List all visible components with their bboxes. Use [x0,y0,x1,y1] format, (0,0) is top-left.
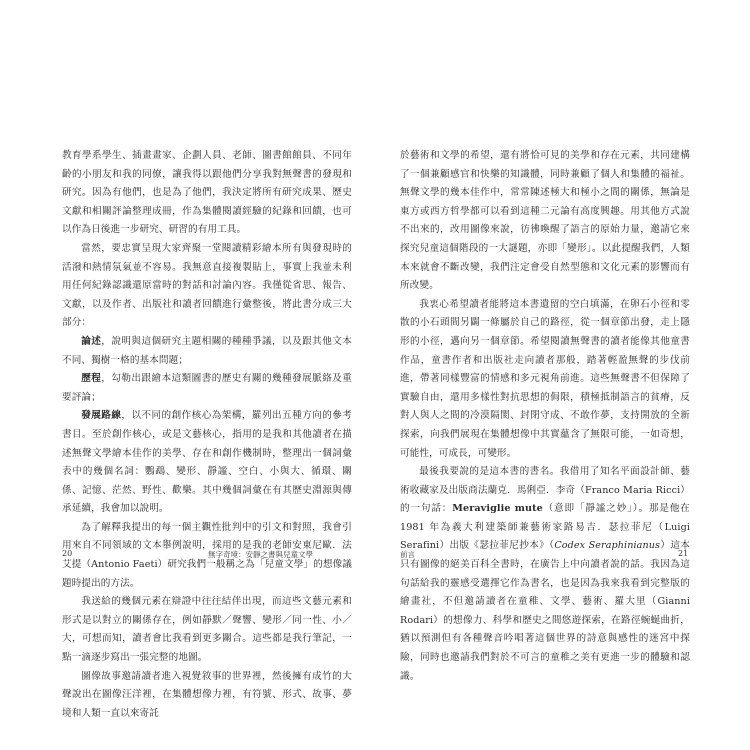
part-1-text: ，說明與這個研究主題相關的種種爭議，以及跟其他文本不同、獨樹一格的基本問題； [62,335,353,366]
part-2-lead: 歷程 [81,373,102,385]
part-3-lead: 發展路線 [81,410,122,422]
left-running-title: 無字奇境：安靜之書與兒童文學 [208,550,313,559]
left-para-4: 為了解釋我提出的每一個主觀性批判中的引文和對照，我會引用來自不同領域的文本舉例說明，採用的是我的老師安東尼歐．法艾提（Antonio Faeti）研究我們一般稱之為「兒童文學」的想像議題時提出的方法。 [62,521,352,589]
para-3-italic: Codex Seraphinianus [554,540,661,552]
left-para-1: 教育學系學生、插畫畫家、企劃人員、老師、圖書館館員、不同年齡的小朋友和我的同僚，讓我得以跟他們分享我對無聲書的發現和研究。因為有他們，也是為了他們，我決定將所有研究成果、歷史文獻和相關評論整理成冊，作為集體閱讀經驗的紀錄和回饋，也可以作為日後進一步研究、研習的有用工具。 [62,150,352,236]
para-3-mid: （意即「靜謐之妙」）。那是他在 1981 年為義大利建築師兼藝術家路易吉．瑟拉菲尼（Luigi Serafini）出版《瑟拉菲尼抄本》（ [400,503,690,552]
left-para-5: 我送給的幾個元素在辯證中往往結伴出現，而這些文藝元素和形式是以對立的關係存在，例如靜默／聲響、變形／同一性、小／大，可想而知，讀者會比我看到更多關合。這些都是我行筆記，一點一滴逐步寫出一張完整的地圖。 [62,596,352,664]
left-part-3 [62,407,352,519]
para-3-pre: 最後我要說的是這本書的書名。我借用了知名平面設計師、藝術收藏家及出版商法蘭克．馬俐亞．李奇（Franco Maria Ricci）的一句話： [400,466,690,515]
left-page-number: 20 [62,549,73,558]
left-para-6: 圖像故事邀請讀者進入視覺敘事的世界裡，然後擁有成竹的大聲說出在圖像汪洋裡，在集體想像力裡，有符號、形式、故事、夢境和人類一直以來寄託 [62,670,352,719]
part-3-text: ，以不同的創作核心為架構，羅列出五種方向的參考書目。至於創作核心，或是文藝核心，指用的是我和其他讀者在描述無聲文學繪本佳作的美學、存在和創作機制時，整理出一個詞彙表中的幾個名詞：鸚鵡、變形、靜謐、空白、小與大、循環、關係、記憶、茫然、野性、歡樂。其中幾個詞彙在有其歷史淵源與傳承延續，我會加以說明。 [62,410,352,515]
right-running-title: 前言 [400,550,415,559]
left-para-2: 當然，要忠實呈現大家齊聚一堂閱讀精彩繪本所有與發現時的活潑和熱情氛氣並不容易。我無意直接複製貼上，事實上我並未利用任何紀錄認識還原當時的對話和討論內容。我僅從省思、報告、文獻，以及作者、出版社和讀者回饋進行彙整後，將此書分成三大部分： [62,242,352,329]
right-para-1: 於藝術和文學的希望，還有將恰可見的美學和存在元素，共同建構了一個兼顧感官和快樂的知識體，同時兼顧了個人和集體的福祉。無聲文學的幾本佳作中，常常陳述極大和極小之間的關係，無論是東方或西方哲學都可以看到這種二元論有高度興趣。用其他方式說不出來的，改用圖像來說，彷彿喚醒了語言的原始力量，邀請它來探究兒童這個階段的一大謎題，亦即「變形」。以此提醒我們，人類本來就會不斷改變，我們注定會受自然型態和文化元素的影響而有所改變。 [400,150,690,292]
right-page-body [400,147,690,686]
left-page-body [62,147,352,723]
part-1-lead: 論述 [81,335,102,347]
right-para-3 [400,463,690,686]
para-3-bold: Meraviglie mute [452,503,543,515]
para-3-post: ）這本只有圖像的絕美百科全書時，在廣告上中向讀者說的話。我因為這句話給我的靈感受選擇它作為書名，也是因為我來我看到完整版的繪畫社，不但邀請讀者在童稚、文學、藝術、羅大里（Gianni Rodari）的想像力、科學和歷史之間悠遊探索，在路徑蜿蜒曲折，猶以預測但有各種聲音吟唱著這個世界的詩意與感性的迷宮中探險，同時也邀請我們對於不可言的童稚之美有更進一步的體驗和認識。 [400,540,690,682]
right-para-2: 我衷心希望讀者能將這本書遺留的空白填滿，在卵石小徑和零散的小石頭間另闢一條屬於自己的路徑，從一個章節出發，走上隱形的小徑，邁向另一個章節。希望閱讀無聲書的讀者能像其他童書作品，童書作者和出版社走向讀者那般，踏著輕盈無聲的步伐前進，帶著同樣豐富的情感和多元視角前進。這些無聲書不但保障了實驗自由，還用多樣性對抗思想的侷限，積極抵制語言的貧瘠，反對人與人之間的冷漠隔閡、封閉守成、不敢作夢，支持開放的全新探索，向我們展現在集體想像中其實蘊含了無限可能，一如奇想，可能性，可成長，可變形。 [400,298,690,459]
left-part-2 [62,370,352,407]
part-2-text: ，勾勒出跟繪本這類圖書的歷史有關的幾種發展脈絡及重要評論； [62,373,353,403]
right-page-number: 21 [678,549,689,558]
left-part-1 [62,333,352,370]
